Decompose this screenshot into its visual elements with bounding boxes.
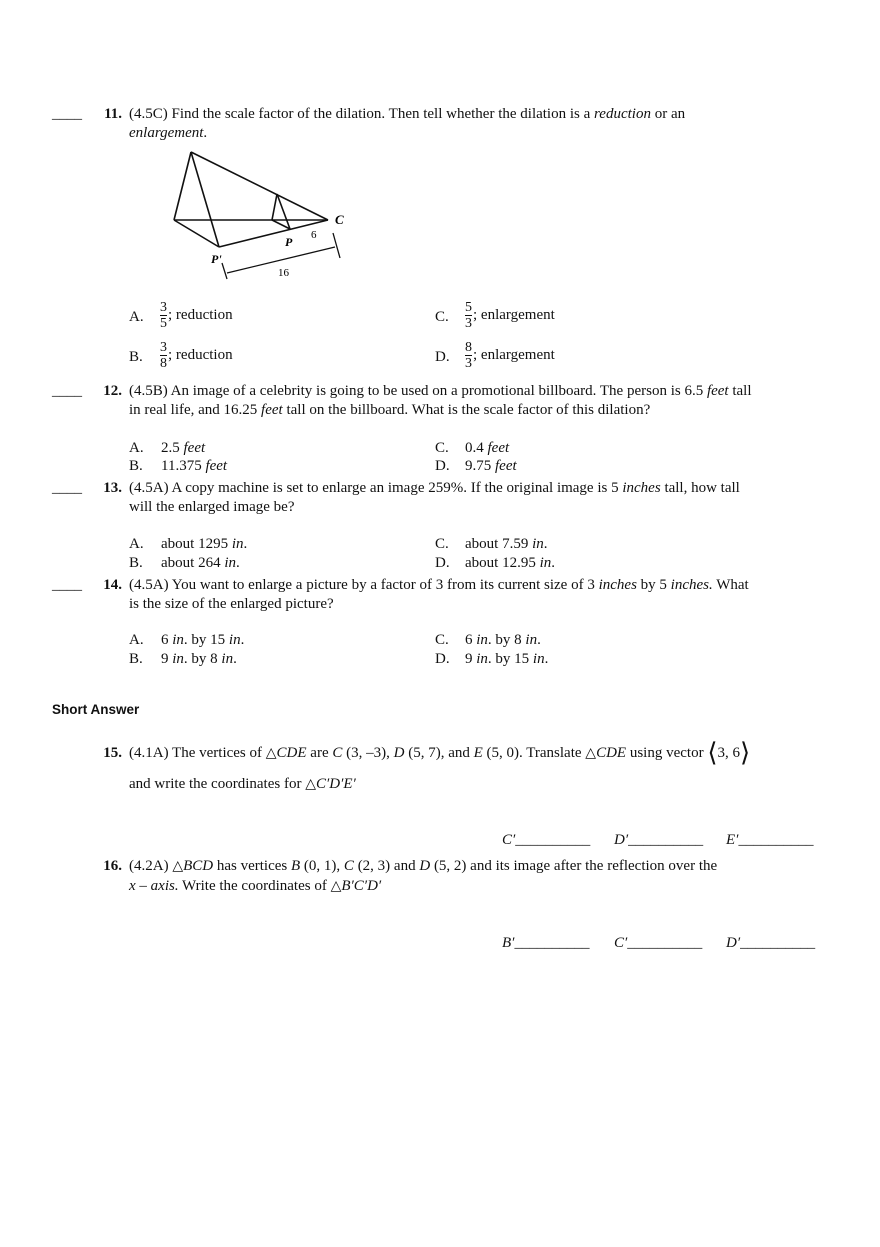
- option-d[interactable]: D. about 12.95 in.: [435, 555, 555, 571]
- label-p-prime: P': [211, 252, 222, 266]
- option-b[interactable]: B.: [129, 349, 143, 365]
- answer-blank[interactable]: ____: [52, 383, 82, 399]
- option-a[interactable]: A. about 1295 in.: [129, 536, 248, 552]
- question-number: 12.: [103, 383, 122, 399]
- option-d[interactable]: D.: [435, 349, 450, 365]
- answer-blank[interactable]: ____: [52, 480, 82, 496]
- label-6: 6: [311, 229, 317, 241]
- question-number: 15.: [103, 745, 122, 761]
- question-number: 16.: [103, 858, 122, 874]
- option-c[interactable]: C. 6 in. by 8 in.: [435, 632, 541, 648]
- option-c[interactable]: C.: [435, 309, 449, 325]
- option-b[interactable]: B. about 264 in.: [129, 555, 240, 571]
- option-d[interactable]: D. 9.75 feet: [435, 458, 517, 474]
- label-16: 16: [278, 267, 289, 279]
- option-a[interactable]: A. 6 in. by 15 in.: [129, 632, 245, 648]
- answer-e-prime[interactable]: E′__________: [726, 832, 814, 848]
- question-text: (4.5A) A copy machine is set to enlarge an image 259%. If the original image is 5 inches tall, how tall: [129, 480, 740, 496]
- label-c: C: [335, 212, 344, 227]
- question-number: 14.: [103, 577, 122, 593]
- section-heading: Short Answer: [52, 702, 140, 717]
- question-text: in real life, and 16.25 feet tall on the billboard. What is the scale factor of this dilation?: [129, 402, 651, 418]
- option-b-text: $\frac{3}{8}$ ; reduction: [160, 340, 233, 371]
- label-p: P: [285, 235, 293, 249]
- option-b[interactable]: B. 11.375 feet: [129, 458, 228, 474]
- answer-d-prime[interactable]: D′__________: [614, 832, 704, 848]
- question-text: (4.5A) You want to enlarge a picture by a factor of 3 from its current size of 3 inches by 5 inches. What: [129, 577, 749, 593]
- option-c[interactable]: C. 0.4 feet: [435, 440, 510, 456]
- answer-c-prime[interactable]: C′__________: [502, 832, 591, 848]
- question-text: (4.5C) Find the scale factor of the dilation. Then tell whether the dilation is a reduction or an: [129, 106, 686, 122]
- option-c[interactable]: C. about 7.59 in.: [435, 536, 548, 552]
- option-d-text: $\frac{8}{3}$ ; enlargement: [465, 340, 555, 371]
- question-text: is the size of the enlarged picture?: [129, 596, 334, 612]
- question-number: 11.: [104, 106, 122, 122]
- answer-c-prime[interactable]: C′__________: [614, 935, 703, 951]
- option-b[interactable]: B. 9 in. by 8 in.: [129, 651, 237, 667]
- option-a[interactable]: A. 2.5 feet: [129, 440, 206, 456]
- question-number: 13.: [103, 480, 122, 496]
- answer-blank[interactable]: ____: [52, 106, 82, 122]
- question-text: and write the coordinates for △C′D′E′: [129, 776, 356, 792]
- question-text: (4.5B) An image of a celebrity is going to be used on a promotional billboard. The person is 6.5 feet tall: [129, 383, 752, 399]
- answer-d-prime[interactable]: D′__________: [726, 935, 816, 951]
- option-a-text: $\frac{3}{5}$ ; reduction: [160, 300, 233, 331]
- option-d[interactable]: D. 9 in. by 15 in.: [435, 651, 549, 667]
- option-c-text: $\frac{5}{3}$ ; enlargement: [465, 300, 555, 331]
- question-text: will the enlarged image be?: [129, 499, 295, 515]
- question-text: (4.1A) The vertices of △CDE are C (3, –3), D (5, 7), and E (5, 0). Translate △CDE using vector ⟨3, 6⟩: [129, 738, 751, 768]
- question-text: x – axis. Write the coordinates of △B′C′D′: [129, 878, 382, 894]
- question-text: (4.2A) △BCD has vertices B (0, 1), C (2, 3) and D (5, 2) and its image after the reflection over the: [129, 858, 718, 874]
- answer-blank[interactable]: ____: [52, 577, 82, 593]
- option-a[interactable]: A.: [129, 309, 144, 325]
- answer-b-prime[interactable]: B′__________: [502, 935, 590, 951]
- dilation-figure: [0, 0, 880, 300]
- question-text: enlargement.: [129, 125, 208, 141]
